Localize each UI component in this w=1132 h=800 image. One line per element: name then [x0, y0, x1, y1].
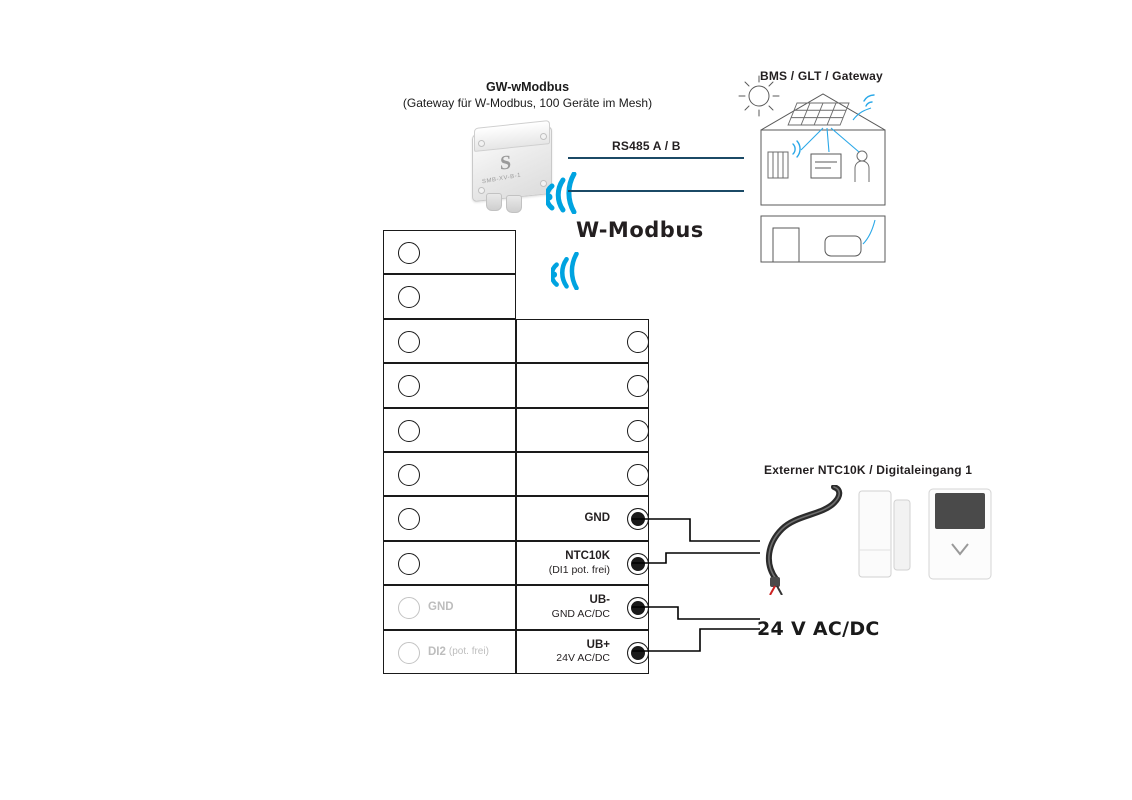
- terminal-cell-left[interactable]: [383, 230, 516, 274]
- terminal-circle-icon[interactable]: [398, 375, 420, 397]
- terminal-circle-icon[interactable]: [398, 420, 420, 442]
- rs485-line-a: [568, 157, 744, 159]
- terminal-cell-left[interactable]: [383, 363, 516, 407]
- terminal-cell-right[interactable]: [516, 363, 649, 407]
- terminal-left-label: GND: [428, 601, 454, 614]
- terminal-right-label: [584, 497, 610, 539]
- door-contact-sensor-illustration: [858, 490, 916, 593]
- terminal-circle-icon[interactable]: [627, 420, 649, 442]
- terminal-cell-right: [516, 274, 649, 318]
- terminal-table: [383, 230, 649, 674]
- terminal-cell-left[interactable]: [383, 452, 516, 496]
- table-row: [383, 408, 649, 452]
- terminal-detail: GND AC/DC: [551, 607, 610, 620]
- gateway-title-block: [315, 80, 740, 110]
- terminal-cell-right: [516, 230, 649, 274]
- external-sensor-title: Externer NTC10K / Digitaleingang 1: [764, 463, 973, 477]
- table-row: [383, 496, 649, 540]
- terminal-circle-icon[interactable]: [398, 286, 420, 308]
- terminal-name: UB+: [586, 638, 610, 651]
- rs485-line-b: [568, 190, 744, 192]
- terminal-circle-icon[interactable]: [398, 597, 420, 619]
- terminal-name: UB-: [589, 594, 610, 607]
- voltage-label: 24 V AC/DC: [757, 618, 880, 640]
- terminal-name: GND: [584, 511, 610, 524]
- terminal-circle-icon[interactable]: [398, 464, 420, 486]
- terminal-cell-left[interactable]: [383, 408, 516, 452]
- terminal-cell-left[interactable]: [383, 630, 516, 674]
- table-row: [383, 541, 649, 585]
- terminal-cell-right[interactable]: [516, 319, 649, 363]
- wifi-signal-icon: [546, 172, 592, 214]
- terminal-detail: 24V AC/DC: [556, 652, 610, 665]
- terminal-cell-left[interactable]: [383, 274, 516, 318]
- terminal-circle-icon[interactable]: [627, 464, 649, 486]
- gateway-title: GW-wModbus: [485, 80, 570, 94]
- rs485-label: RS485 A / B: [612, 139, 681, 153]
- terminal-cell-left[interactable]: [383, 541, 516, 585]
- terminal-right-label: [552, 586, 610, 628]
- bms-title: BMS / GLT / Gateway: [760, 69, 883, 83]
- table-row: [383, 630, 649, 674]
- terminal-cell-left[interactable]: [383, 319, 516, 363]
- terminal-circle-icon[interactable]: [398, 508, 420, 530]
- terminal-circle-icon[interactable]: [398, 553, 420, 575]
- terminal-cell-right[interactable]: [516, 408, 649, 452]
- table-row: [383, 230, 649, 274]
- terminal-detail: (DI1 pot. frei): [548, 563, 610, 576]
- terminal-left-note: (pot. frei): [448, 646, 489, 658]
- bms-building-illustration: [735, 70, 915, 265]
- table-row: [383, 274, 649, 318]
- terminal-circle-icon[interactable]: [627, 331, 649, 353]
- gateway-subtitle: (Gateway für W-Modbus, 100 Geräte im Mesh): [402, 96, 653, 110]
- table-row: [383, 319, 649, 363]
- terminal-cell-left[interactable]: [383, 496, 516, 540]
- wmodbus-label: W-Modbus: [576, 218, 704, 242]
- terminal-cell-right[interactable]: [516, 452, 649, 496]
- terminal-cell-left[interactable]: [383, 585, 516, 629]
- terminal-right-label: [556, 631, 610, 673]
- terminal-circle-icon[interactable]: [398, 242, 420, 264]
- terminal-left-label: DI2 (pot. frei): [428, 645, 489, 658]
- table-row: [383, 585, 649, 629]
- ntc-cable-sensor-illustration: [762, 485, 852, 600]
- terminal-circle-icon[interactable]: [627, 375, 649, 397]
- terminal-circle-icon[interactable]: [398, 642, 420, 664]
- terminal-circle-icon[interactable]: [398, 331, 420, 353]
- wall-module-illustration: [928, 488, 992, 591]
- gateway-device-illustration: S SMB-XV-B-1: [466, 116, 562, 220]
- terminal-right-label: [549, 542, 610, 584]
- table-row: [383, 452, 649, 496]
- terminal-name: NTC10K: [565, 550, 610, 563]
- table-row: [383, 363, 649, 407]
